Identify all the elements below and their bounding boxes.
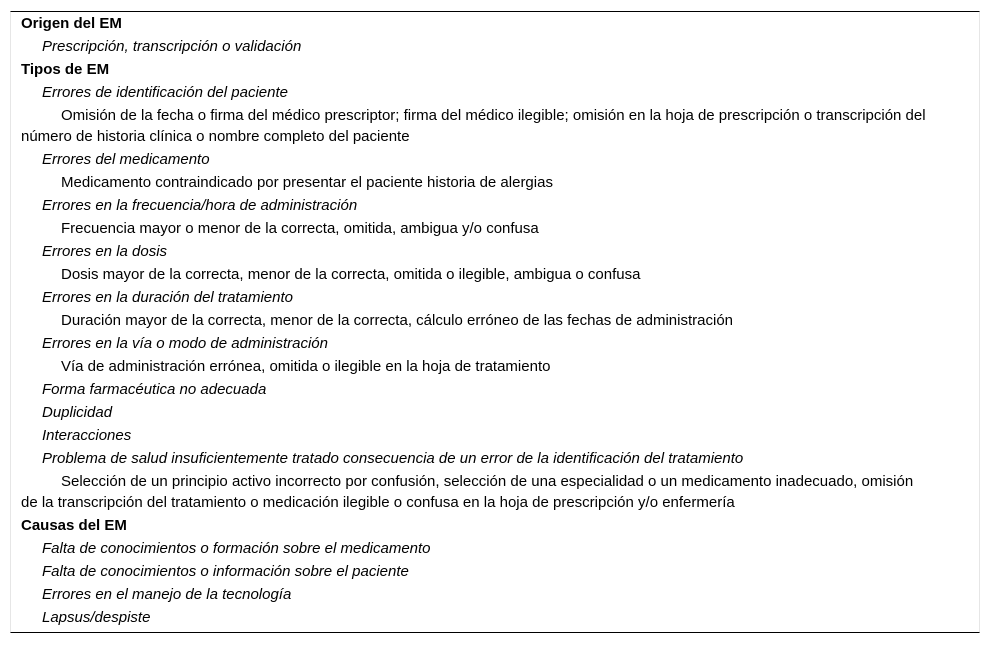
type-detail: Frecuencia mayor o menor de la correcta, omitida, ambigua y/o confusa [61, 220, 539, 237]
type-detail: Vía de administración errónea, omitida o ilegible en la hoja de tratamiento [61, 358, 551, 375]
table-body [11, 12, 979, 629]
type-title: Errores de identificación del paciente [42, 84, 288, 101]
origen-item: Prescripción, transcripción o validación [42, 38, 302, 55]
type-detail: Selección de un principio activo incorrecto por confusión, selección de una especialidad o un medicamento inadecuado, omisión de la transcripción del tratamiento o medicación ilegible o confusa en la hoja de prescripción y/o enfermería [21, 473, 914, 511]
cause-item: Lapsus/despiste [42, 609, 151, 626]
cause-item: Falta de conocimientos o información sobre el paciente [42, 563, 409, 580]
cause-item: Errores en el manejo de la tecnología [42, 586, 292, 603]
type-title: Errores en la duración del tratamiento [42, 289, 293, 306]
type-detail: Medicamento contraindicado por presentar el paciente historia de alergias [61, 174, 553, 191]
section-heading-causas: Causas del EM [21, 517, 127, 534]
type-detail: Duración mayor de la correcta, menor de la correcta, cálculo erróneo de las fechas de administración [61, 312, 733, 329]
type-title: Errores en la vía o modo de administración [42, 335, 328, 352]
type-title: Duplicidad [42, 404, 113, 421]
type-detail: Dosis mayor de la correcta, menor de la correcta, omitida o ilegible, ambigua o confusa [61, 266, 641, 283]
medication-error-table [10, 11, 980, 633]
cause-item: Falta de conocimientos o formación sobre el medicamento [42, 540, 431, 557]
type-title: Problema de salud insuficientemente tratado consecuencia de un error de la identificación del tratamiento [42, 450, 744, 467]
type-title: Errores en la dosis [42, 243, 168, 260]
type-title: Forma farmacéutica no adecuada [42, 381, 267, 398]
section-heading-origen: Origen del EM [21, 15, 122, 32]
section-heading-tipos: Tipos de EM [21, 61, 110, 78]
type-title: Errores en la frecuencia/hora de administración [42, 197, 358, 214]
type-title: Interacciones [42, 427, 132, 444]
type-title: Errores del medicamento [42, 151, 210, 168]
type-detail: Omisión de la fecha o firma del médico prescriptor; firma del médico ilegible; omisión en la hoja de prescripción o transcripción del número de historia clínica o nombre completo del paciente [21, 107, 926, 145]
